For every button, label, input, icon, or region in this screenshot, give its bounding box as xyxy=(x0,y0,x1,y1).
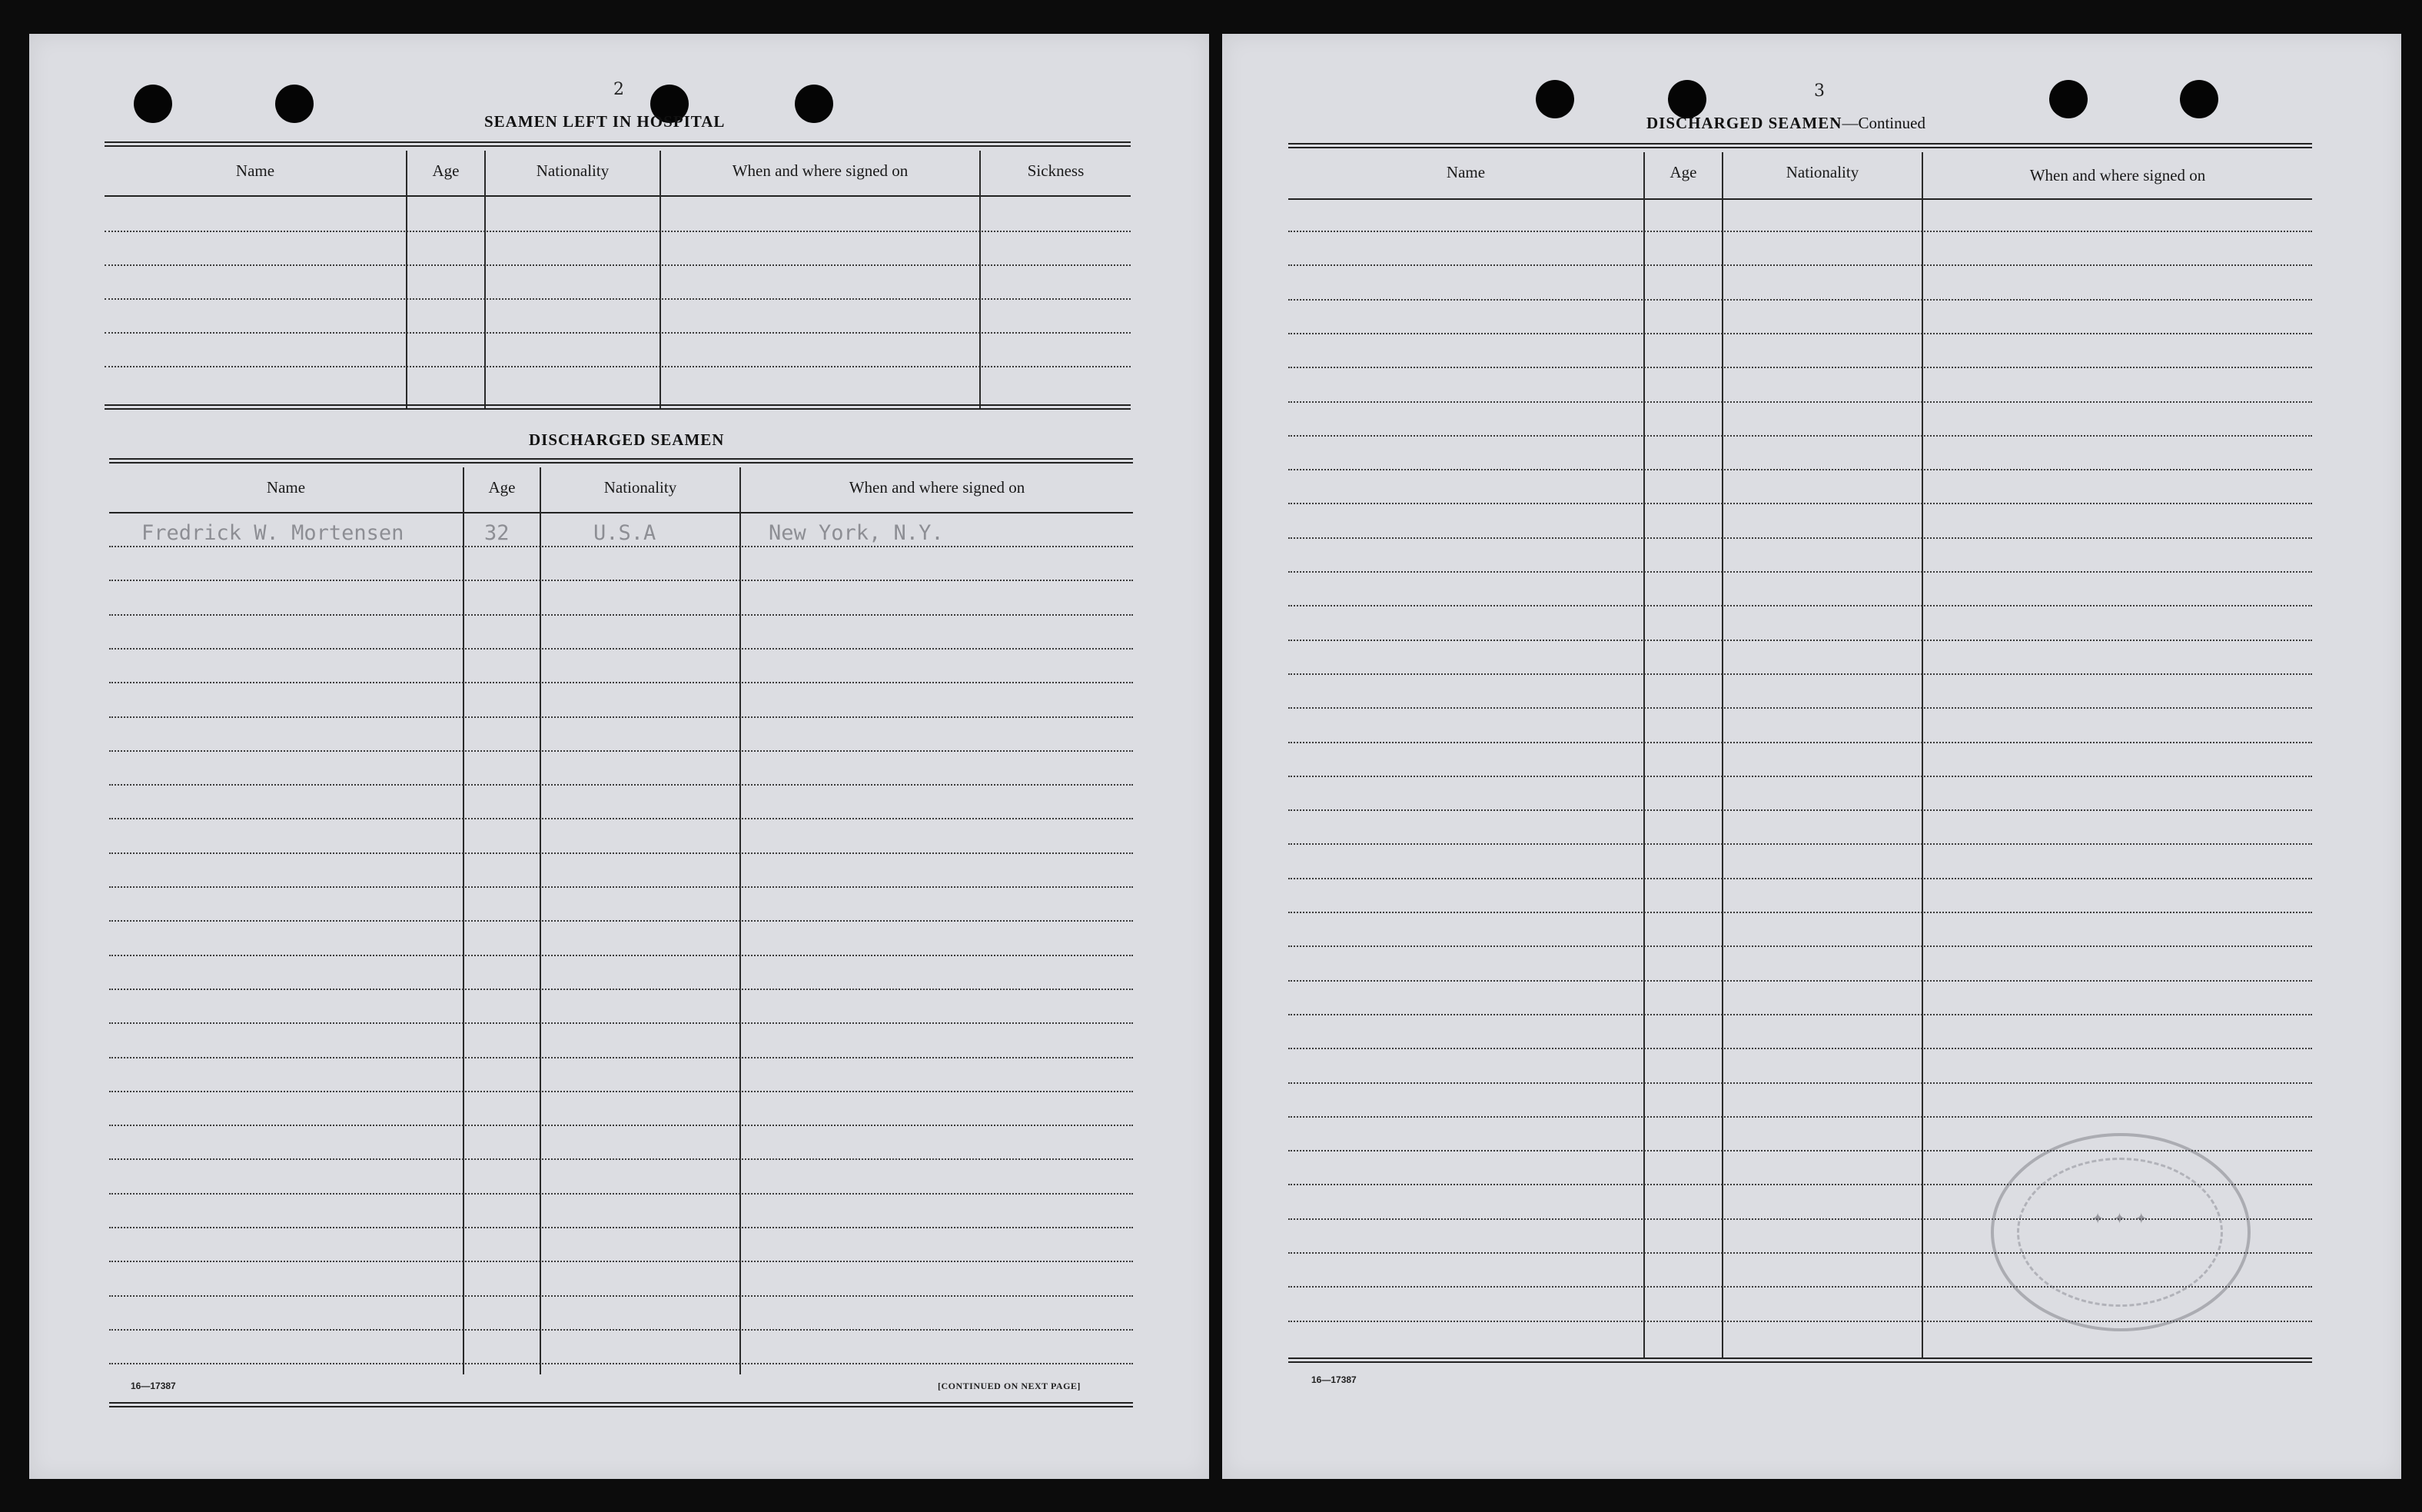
ruled-row-line xyxy=(1288,333,2312,334)
punch-hole xyxy=(2180,80,2218,118)
discharged-section-title: DISCHARGED SEAMEN xyxy=(529,430,725,449)
column-header-signed-on: When and where signed on xyxy=(849,478,1025,497)
ruled-row-line xyxy=(109,852,1133,854)
ruled-row-line xyxy=(109,1022,1133,1024)
seaman-nationality: U.S.A xyxy=(593,521,656,545)
ruled-row-line xyxy=(1288,571,2312,573)
punch-hole xyxy=(795,85,833,123)
ruled-row-line xyxy=(1288,776,2312,777)
ruled-row-line xyxy=(1288,435,2312,437)
column-header-age: Age xyxy=(1669,163,1697,181)
customs-stamp: ✦ ✦ ✦ xyxy=(1991,1133,2251,1331)
seaman-signed-on: New York, N.Y. xyxy=(769,521,944,545)
column-header-nationality: Nationality xyxy=(603,478,677,497)
ruled-row-line xyxy=(1288,1082,2312,1084)
hospital-table xyxy=(105,141,1131,446)
ruled-row-line xyxy=(109,1329,1133,1331)
page-number: 2 xyxy=(613,80,624,99)
discharged-table xyxy=(109,458,1133,1411)
column-header-name: Name xyxy=(1446,163,1486,181)
right-page xyxy=(1222,34,2401,1479)
form-code: 16—17387 xyxy=(131,1381,176,1391)
column-header-age: Age xyxy=(432,161,460,180)
seaman-age: 32 xyxy=(484,521,510,545)
ruled-row-line xyxy=(109,1057,1133,1058)
ruled-row-line xyxy=(109,886,1133,888)
ruled-row-line xyxy=(109,955,1133,956)
ruled-row-line xyxy=(1288,537,2312,539)
seaman-name: Fredrick W. Mortensen xyxy=(141,521,404,545)
punch-hole xyxy=(1668,80,1706,118)
ruled-row-line xyxy=(109,818,1133,819)
ruled-row-line xyxy=(1288,367,2312,368)
form-code: 16—17387 xyxy=(1311,1374,1357,1385)
page-number: 3 xyxy=(1814,81,1825,101)
ruled-row-line xyxy=(109,1125,1133,1126)
ruled-row-line xyxy=(1288,1014,2312,1015)
column-header-age: Age xyxy=(488,478,516,497)
ruled-row-line xyxy=(1288,843,2312,845)
column-header-signed-on: When and where signed on xyxy=(732,161,909,180)
ruled-row-line xyxy=(1288,401,2312,403)
ruled-row-line xyxy=(1288,809,2312,811)
ruled-row-line xyxy=(109,682,1133,683)
hospital-section-title: SEAMEN LEFT IN HOSPITAL xyxy=(484,112,726,131)
ruled-row-line xyxy=(1288,878,2312,879)
ruled-row-line xyxy=(109,989,1133,990)
left-page xyxy=(29,34,1209,1479)
column-header-name: Name xyxy=(235,161,275,180)
ruled-row-line xyxy=(109,1158,1133,1160)
column-header-sickness: Sickness xyxy=(1027,161,1085,180)
column-header-signed-on: When and where signed on xyxy=(2029,166,2206,184)
ruled-row-line xyxy=(1288,742,2312,743)
ruled-row-line xyxy=(1288,264,2312,266)
ruled-row-line xyxy=(1288,469,2312,470)
ruled-row-line xyxy=(1288,945,2312,947)
punch-hole xyxy=(134,85,172,123)
ruled-row-line xyxy=(109,1295,1133,1297)
ruled-row-line xyxy=(109,1193,1133,1195)
ruled-row-line xyxy=(1288,503,2312,504)
ruled-row-line xyxy=(109,784,1133,786)
ruled-row-line xyxy=(1288,299,2312,301)
ruled-row-line xyxy=(1288,980,2312,982)
ruled-row-line xyxy=(109,716,1133,718)
column-header-nationality: Nationality xyxy=(1786,163,1859,181)
ruled-row-line xyxy=(1288,673,2312,675)
ruled-row-line xyxy=(109,920,1133,922)
ruled-row-line xyxy=(109,580,1133,581)
ruled-row-line xyxy=(109,750,1133,752)
column-header-nationality: Nationality xyxy=(536,161,610,180)
ruled-row-line xyxy=(1288,231,2312,232)
punch-hole xyxy=(275,85,314,123)
ruled-row-line xyxy=(1288,1048,2312,1049)
discharged-continued-title: DISCHARGED SEAMEN—Continued xyxy=(1646,114,1925,132)
ruled-row-line xyxy=(109,648,1133,650)
ruled-row-line xyxy=(1288,912,2312,913)
ruled-row-line xyxy=(109,614,1133,616)
ruled-row-line xyxy=(109,1227,1133,1228)
ruled-row-line xyxy=(109,546,1133,547)
ruled-row-line xyxy=(1288,605,2312,606)
ruled-row-line xyxy=(1288,640,2312,641)
punch-hole xyxy=(1536,80,1574,118)
continued-note: [CONTINUED ON NEXT PAGE] xyxy=(938,1381,1081,1391)
punch-hole xyxy=(2049,80,2088,118)
ruled-row-line xyxy=(109,1091,1133,1092)
ruled-row-line xyxy=(1288,707,2312,709)
column-header-name: Name xyxy=(266,478,306,497)
ruled-row-line xyxy=(109,1261,1133,1262)
ruled-row-line xyxy=(1288,1116,2312,1118)
ruled-row-line xyxy=(109,1363,1133,1364)
